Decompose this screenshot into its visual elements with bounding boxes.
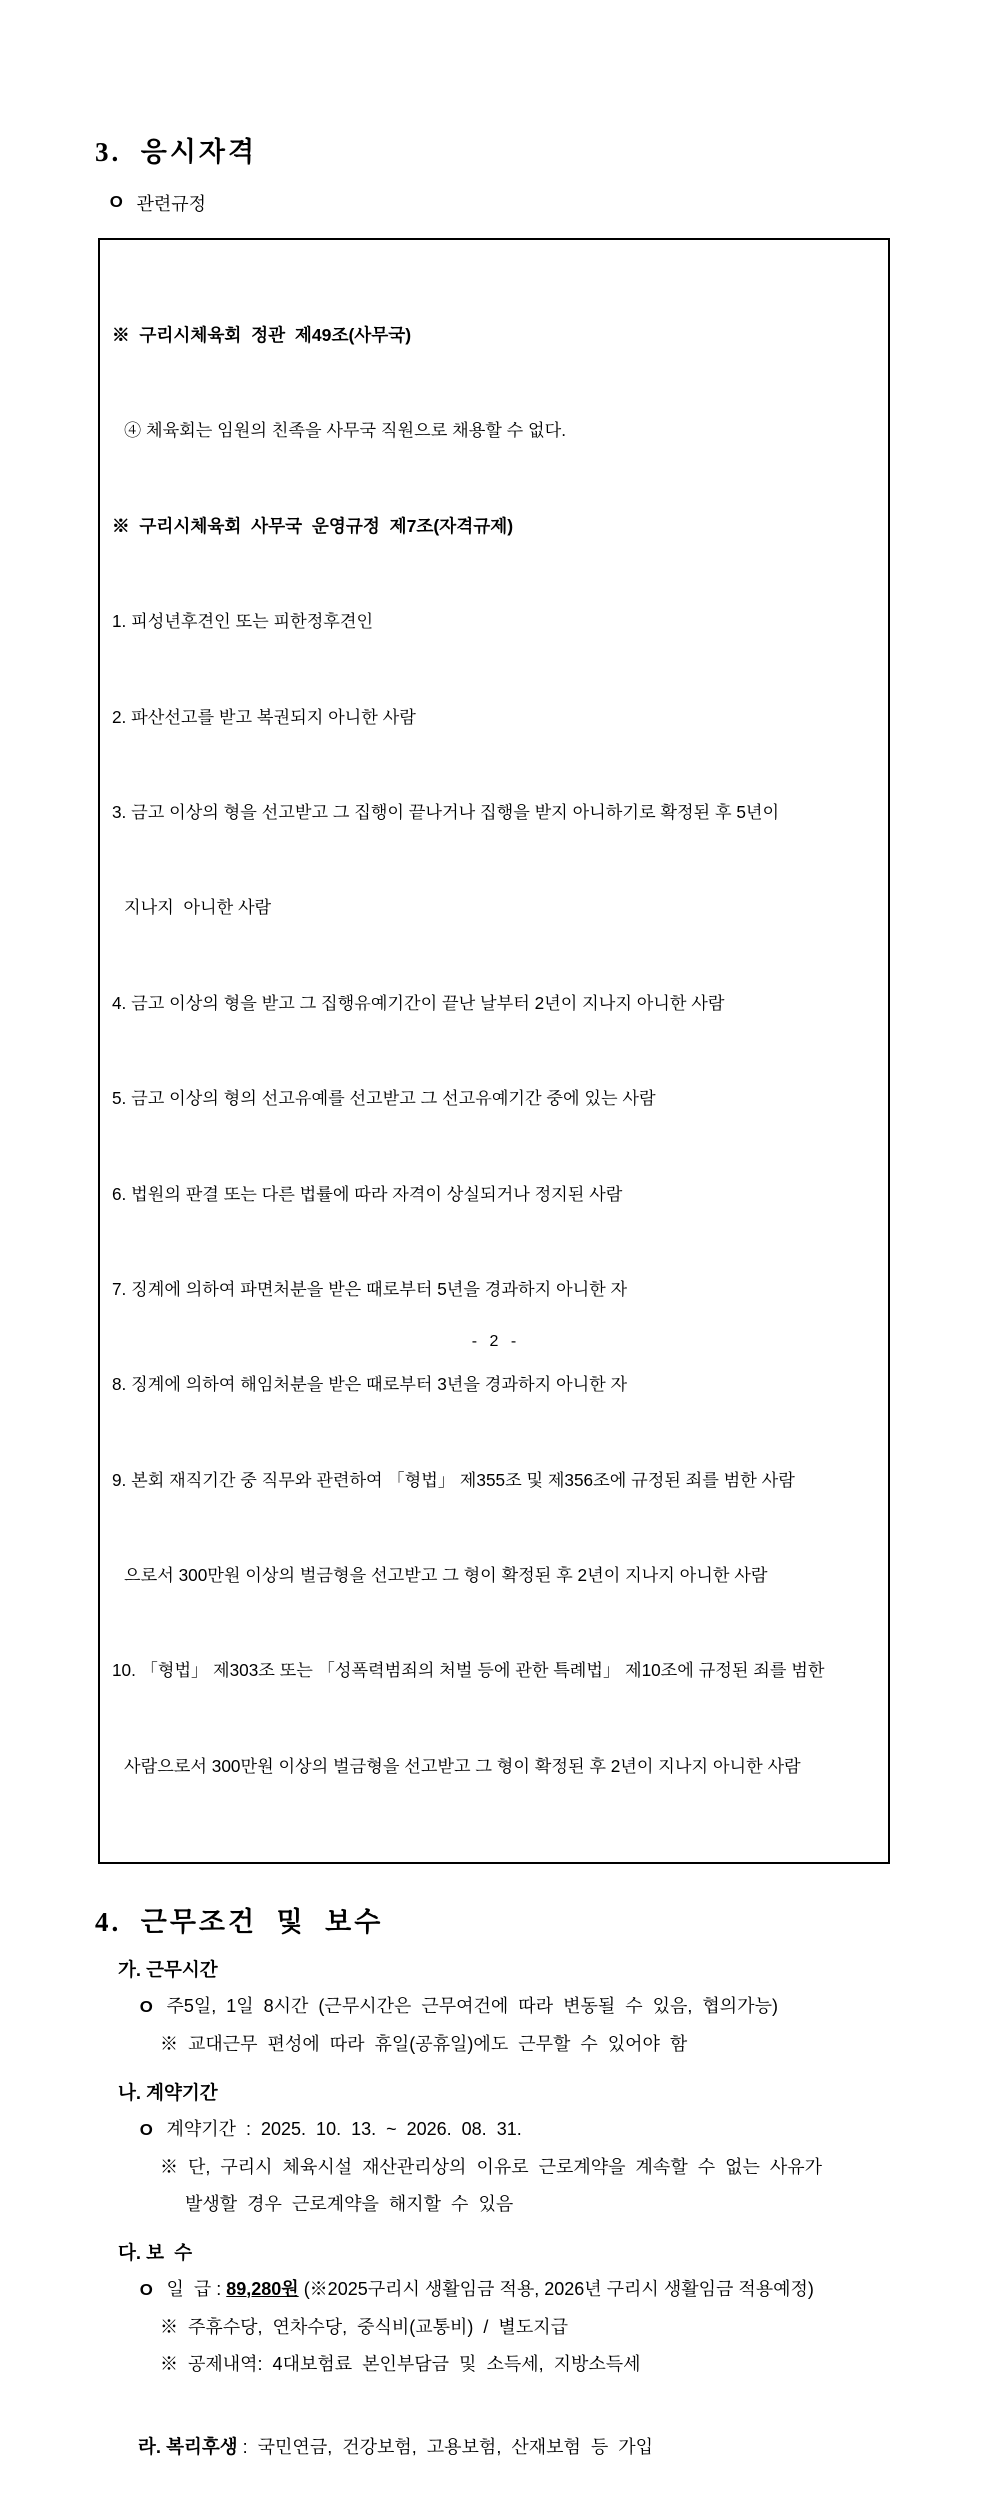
daily-wage-prefix: 일 급 : xyxy=(166,2278,227,2299)
page-number: - 2 - xyxy=(471,1333,521,1350)
rule-line-continuation: 사람으로서 300만원 이상의 벌금형을 선고받고 그 형이 확정된 후 2년이 지나지 아니한 사람 xyxy=(124,1755,801,1776)
rule-line-continuation: 지나지 아니한 사람 xyxy=(124,897,272,918)
pay-text xyxy=(166,2272,813,2307)
work-hours-block xyxy=(95,1953,900,2062)
welfare-block xyxy=(118,2396,900,2498)
document-page xyxy=(95,136,900,2498)
contract-period-text: 계약기간 : 2025. 10. 13. ~ 2026. 08. 31. xyxy=(166,2118,522,2139)
rule-line: 2. 파산선고를 받고 복권되지 아니한 사람 xyxy=(112,706,416,727)
rule-line: 3. 금고 이상의 형을 선고받고 그 집행이 끝나거나 집행을 받지 아니하기로 확정된 후 5년이 xyxy=(112,801,780,822)
contract-period-block xyxy=(95,2076,900,2222)
related-rules-label: 관련규정 xyxy=(136,194,207,215)
rule-line: 7. 징계에 의하여 파면처분을 받은 때로부터 5년을 경과하지 아니한 자 xyxy=(112,1278,628,1299)
work-hours-text: 주5일, 1일 8시간 (근무시간은 근무여건에 따라 변동될 수 있음, 협의가능) xyxy=(166,1995,778,2016)
contract-period-line xyxy=(140,2112,900,2148)
circle-bullet-icon: O xyxy=(109,194,123,212)
rule-line: ④ 체육회는 임원의 친족을 사무국 직원으로 채용할 수 없다. xyxy=(124,420,567,441)
pay-block xyxy=(95,2236,900,2382)
pay-label: 다. 보 수 xyxy=(118,2241,193,2263)
rule-line: 9. 본회 재직기간 중 직무와 관련하여 「형법」 제355조 및 제356조에 규정된 죄를 범한 사람 xyxy=(112,1469,795,1490)
rule-heading-1: ※ 구리시체육회 정관 제49조(사무국) xyxy=(112,324,412,345)
section3-title: 3. 응시자격 xyxy=(95,137,258,167)
work-hours-line xyxy=(140,1989,900,2025)
pay-line xyxy=(140,2272,900,2308)
welfare-text: : 국민연금, 건강보험, 고용보험, 산재보험 등 가입 xyxy=(237,2436,654,2457)
daily-wage-suffix: (※2025구리시 생활임금 적용, 2026년 구리시 생활임금 적용예정) xyxy=(298,2278,814,2299)
rule-heading-2: ※ 구리시체육회 사무국 운영규정 제7조(자격규제) xyxy=(112,515,514,536)
daily-wage-value: 89,280원 xyxy=(226,2278,299,2299)
rule-line: 8. 징계에 의하여 해임처분을 받은 때로부터 3년을 경과하지 아니한 자 xyxy=(112,1374,628,1395)
welfare-label: 라. 복리후생 xyxy=(138,2435,238,2457)
contract-period-label: 나. 계약기간 xyxy=(118,2081,218,2103)
contract-period-note: ※ 단, 구리시 체육시설 재산관리상의 이유로 근로계약을 계속할 수 없는 사유가 xyxy=(160,2156,823,2177)
rule-line: 10. 「형법」 제303조 또는 「성폭력범죄의 처벌 등에 관한 특례법」 제10조에 규정된 죄를 범한 xyxy=(112,1660,825,1681)
work-hours-note: ※ 교대근무 편성에 따라 휴일(공휴일)에도 근무할 수 있어야 함 xyxy=(160,2033,688,2054)
rule-line: 1. 피성년후견인 또는 피한정후견인 xyxy=(112,611,374,632)
pay-note-allowances: ※ 주휴수당, 연차수당, 중식비(교통비) / 별도지급 xyxy=(160,2316,568,2337)
rule-line: 6. 법원의 판결 또는 다른 법률에 따라 자격이 상실되거나 정지된 사람 xyxy=(112,1183,623,1204)
circle-bullet-icon: O xyxy=(139,2121,153,2139)
pay-note-deductions: ※ 공제내역: 4대보험료 본인부담금 및 소득세, 지방소득세 xyxy=(160,2353,641,2374)
rule-line: 4. 금고 이상의 형을 받고 그 집행유예기간이 끝난 날부터 2년이 지나지 아니한 사람 xyxy=(112,992,725,1013)
circle-bullet-icon: O xyxy=(139,2281,153,2299)
circle-bullet-icon: O xyxy=(139,1998,153,2016)
work-hours-label: 가. 근무시간 xyxy=(118,1958,218,1980)
rule-line-continuation: 으로서 300만원 이상의 벌금형을 선고받고 그 형이 확정된 후 2년이 지나지 아니한 사람 xyxy=(124,1565,768,1586)
qualification-rules-box xyxy=(98,238,890,1864)
rule-line: 5. 금고 이상의 형의 선고유예를 선고받고 그 선고유예기간 중에 있는 사람 xyxy=(112,1088,656,1109)
related-rules-line xyxy=(110,190,900,216)
contract-period-note-continuation: 발생할 경우 근로계약을 해지할 수 있음 xyxy=(185,2193,514,2214)
section4-title: 4. 근무조건 및 보수 xyxy=(95,1907,384,1938)
